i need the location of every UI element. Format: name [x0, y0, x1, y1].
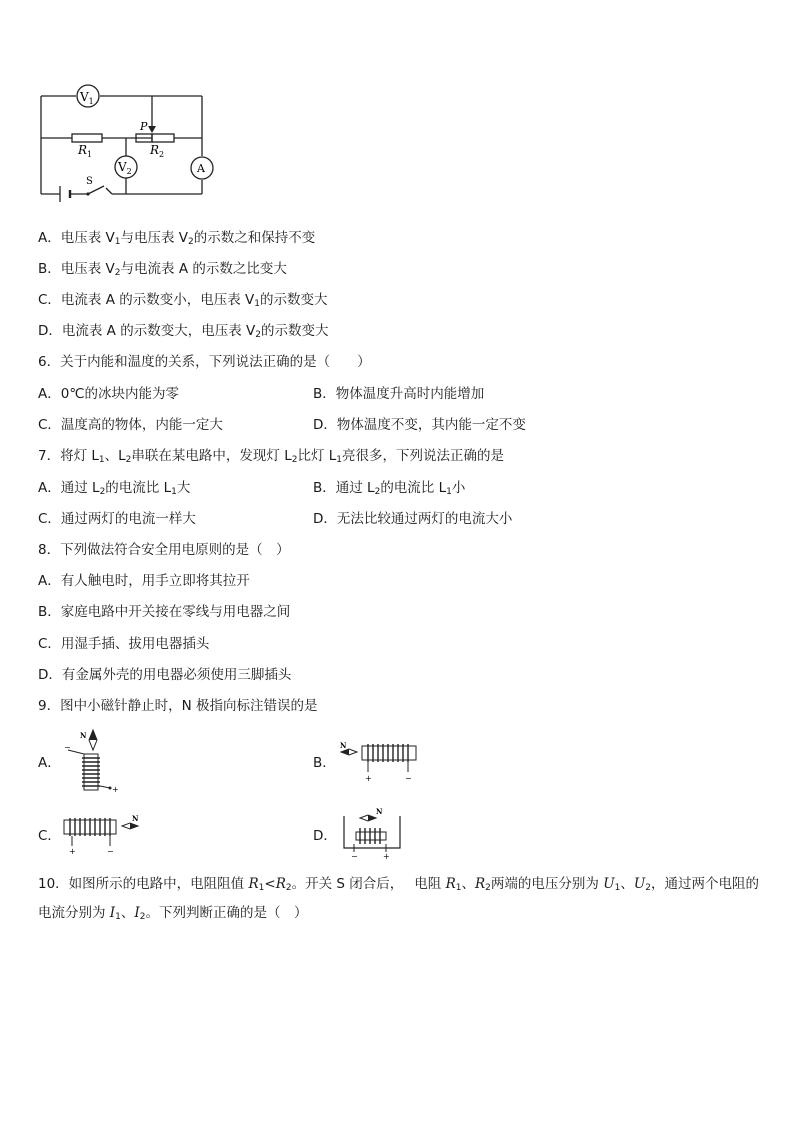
q7-stem: 7．将灯 $L_1$、$L_2$串联在某电路中，发现灯 $L_2$比灯 $L_1$亮很多，下列说法正确的是 [38, 448, 504, 465]
q6-option-a: A．0℃的冰块内能为零 [38, 386, 179, 402]
r2-letter: R [150, 143, 160, 157]
svg-text:V2 [117, 160, 132, 176]
q7-option-a: A．通过 $L_2$的电流比 $L_1$大 [38, 480, 191, 497]
ammeter-label: A [197, 162, 205, 175]
v1-letter: V [80, 90, 89, 104]
svg-text:R1 [77, 143, 92, 159]
q8-option-b: B．家庭电路中开关接在零线与用电器之间 [38, 604, 291, 620]
q9-option-b-label: B． [313, 755, 336, 771]
minus-d: − [351, 852, 358, 860]
svg-text:V1 [79, 90, 94, 106]
n-label-a: N [80, 731, 87, 740]
q9-figure-c [62, 812, 146, 854]
n-label-b: N [340, 741, 347, 750]
q5-option-c: C．电流表 A 的示数变小，电压表 $V_1$的示数变大 [38, 292, 328, 309]
q8-option-a: A．有人触电时，用手立即将其拉开 [38, 573, 250, 589]
q9-option-c-label: C． [38, 828, 61, 844]
q9-stem: 9．图中小磁针静止时，N 极指向标注错误的是 [38, 698, 318, 714]
circuit-diagram [36, 80, 226, 205]
q7-option-b: B．通过 $L_2$的电流比 $L_1$小 [313, 480, 466, 497]
r2-sub: 2 [159, 150, 165, 159]
q9-figure-d [338, 806, 406, 860]
switch-label: S [86, 176, 93, 187]
q8-option-c: C．用湿手插、拔用电器插头 [38, 636, 210, 652]
v2-letter: V [118, 160, 127, 174]
r1-sub: 1 [87, 150, 93, 159]
q10-stem-line2: 电流分别为 $I_1$、$I_2$。下列判断正确的是（ ） [38, 905, 308, 922]
q7-option-c: C．通过两灯的电流一样大 [38, 511, 196, 527]
q10-stem-line1: 10．如图所示的电路中，电阻阻值 $R_1<R_2$。开关 S 闭合后， 电阻 $R_1$、$R_2$两端的电压分别为 $U_1$、$U_2$，通过两个电阻的 [38, 876, 759, 893]
q6-option-d: D．物体温度不变，其内能一定不变 [313, 417, 526, 433]
q9-figure-b [338, 740, 420, 782]
q5-option-a: A．电压表 $V_1$与电压表 $V_2$的示数之和保持不变 [38, 230, 316, 247]
plus-d: + [383, 852, 390, 860]
q8-option-d: D．有金属外壳的用电器必须使用三脚插头 [38, 667, 292, 683]
q6-stem: 6．关于内能和温度的关系，下列说法正确的是（ ） [38, 354, 371, 370]
q5-option-b: B．电压表 $V_2$与电流表 A 的示数之比变大 [38, 261, 287, 278]
slider-label: P [140, 120, 148, 133]
q9-figure-a [62, 728, 122, 798]
v1-sub: 1 [88, 97, 94, 106]
plus-a: + [112, 785, 119, 794]
minus-a: − [64, 743, 71, 752]
v2-sub: 2 [126, 167, 132, 176]
q6-option-b: B．物体温度升高时内能增加 [313, 386, 485, 402]
q5-option-d: D．电流表 A 的示数变大，电压表 $V_2$的示数变大 [38, 323, 329, 340]
q6-option-c: C．温度高的物体，内能一定大 [38, 417, 223, 433]
minus-b: − [405, 774, 412, 782]
n-label-c: N [132, 814, 139, 823]
minus-c: − [107, 847, 114, 854]
plus-b: + [365, 774, 372, 782]
q7-option-d: D．无法比较通过两灯的电流大小 [313, 511, 513, 527]
q8-stem: 8．下列做法符合安全用电原则的是（ ） [38, 542, 290, 558]
n-label-d: N [376, 807, 383, 816]
r1-letter: R [78, 143, 88, 157]
q9-option-d-label: D． [313, 828, 337, 844]
plus-c: + [69, 847, 76, 854]
q9-option-a-label: A． [38, 755, 61, 771]
svg-text:R2 [149, 143, 164, 159]
